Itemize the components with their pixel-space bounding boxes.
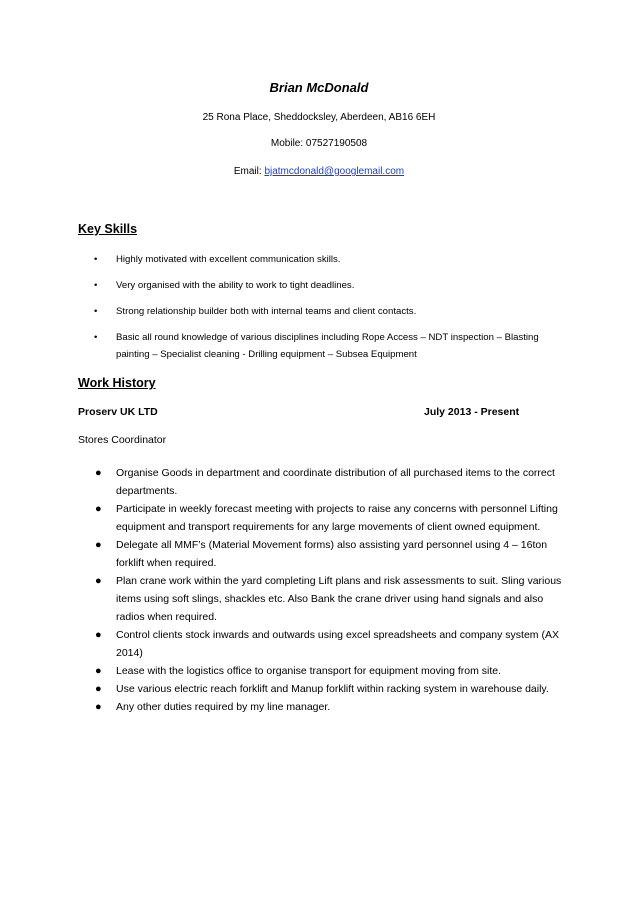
skill-item: • Basic all round knowledge of various disciplines including Rope Access – NDT inspection – Blasting painting – Specialist cleaning - Drilling equipment – Subsea Equipment xyxy=(78,329,558,363)
duty-item: ● Control clients stock inwards and outwards using excel spreadsheets and company system (AX 2014) xyxy=(78,626,570,662)
duty-item: ● Participate in weekly forecast meeting with projects to raise any concerns with personnel Lifting equipment and transport requirements for any large movements of client owned equipment. xyxy=(78,500,570,536)
address: 25 Rona Place, Sheddocksley, Aberdeen, AB16 6EH xyxy=(202,112,436,123)
bullet-icon: ● xyxy=(95,503,102,515)
skill-item: • Very organised with the ability to work to tight deadlines. xyxy=(78,277,558,294)
work-history-heading: Work History xyxy=(78,376,156,390)
bullet-icon: ● xyxy=(95,665,102,677)
job-title: Stores Coordinator xyxy=(78,434,167,446)
duty-item: ● Organise Goods in department and coordinate distribution of all purchased items to the correct departments. xyxy=(78,464,570,500)
bullet-icon: • xyxy=(94,254,98,265)
email-link[interactable]: bjatmcdonald@googlemail.com xyxy=(264,166,405,177)
bullet-icon: ● xyxy=(95,629,102,641)
skill-item: • Highly motivated with excellent communication skills. xyxy=(78,251,558,268)
bullet-icon: ● xyxy=(95,701,102,713)
duty-item: ● Lease with the logistics office to organise transport for equipment moving from site. xyxy=(78,662,570,680)
duty-item: ● Delegate all MMF’s (Material Movement forms) also assisting yard personnel using 4 – 16ton forklift when required. xyxy=(78,536,570,572)
key-skills-heading: Key Skills xyxy=(78,222,138,236)
duties-list xyxy=(78,464,570,716)
employment-dates: July 2013 - Present xyxy=(424,406,520,418)
bullet-icon: ● xyxy=(95,683,102,695)
bullet-icon: • xyxy=(94,306,98,317)
bullet-icon: ● xyxy=(95,467,102,479)
key-skills-list xyxy=(78,251,558,372)
email-line xyxy=(0,166,638,177)
bullet-icon: ● xyxy=(95,575,102,587)
email-label: Email: xyxy=(233,166,265,177)
bullet-icon: • xyxy=(94,280,98,291)
duty-item: ● Use various electric reach forklift and Manup forklift within racking system in warehouse daily. xyxy=(78,680,570,698)
mobile-number: Mobile: 07527190508 xyxy=(270,138,368,149)
duty-item: ● Plan crane work within the yard completing Lift plans and risk assessments to suit. Sling various items using soft slings, shackles etc. Also Bank the crane driver using hand signals and also radios when required. xyxy=(78,572,570,626)
bullet-icon: • xyxy=(94,332,98,343)
candidate-name: Brian McDonald xyxy=(269,80,369,95)
bullet-icon: ● xyxy=(95,539,102,551)
duty-item: ● Any other duties required by my line manager. xyxy=(78,698,570,716)
company-name: Proserv UK LTD xyxy=(78,406,158,418)
skill-item: • Strong relationship builder both with internal teams and client contacts. xyxy=(78,303,558,320)
